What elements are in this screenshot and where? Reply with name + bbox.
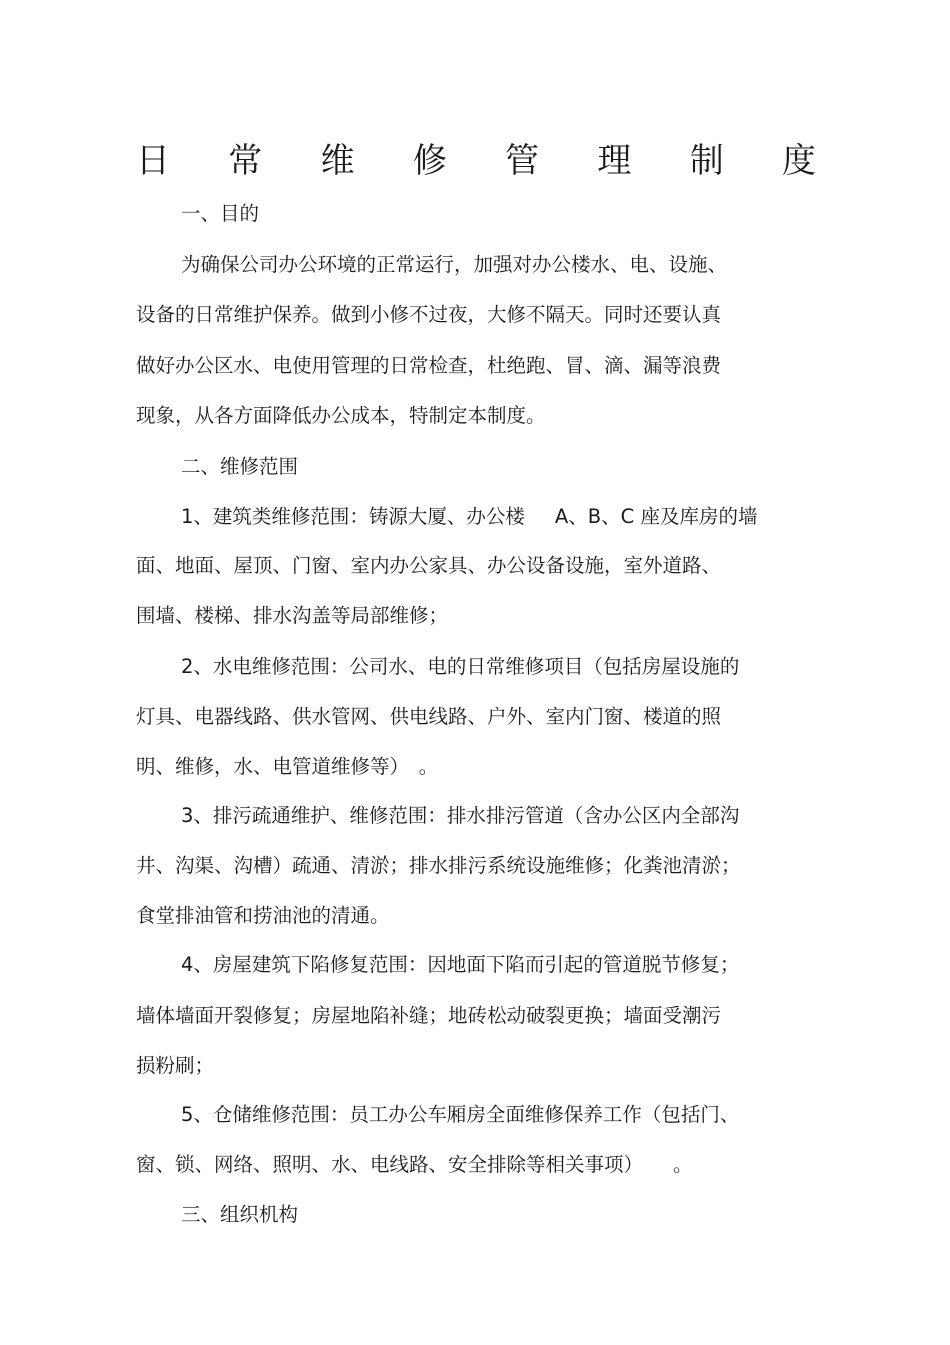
list-item-1-text-a: 1、建筑类维修范围：铸源大厦、办公楼 [181, 505, 525, 528]
list-item-1-text-b: A、B、C 座及库房的墙 [554, 505, 758, 528]
title-char: 度 [781, 140, 816, 181]
title-char: 理 [597, 140, 632, 181]
document-title [136, 132, 816, 182]
title-char: 修 [412, 140, 447, 181]
title-char: 常 [228, 140, 263, 181]
list-item-1-line [181, 504, 757, 530]
title-char: 日 [136, 140, 170, 181]
list-item-2-line: 明、维修，水、电管道维修等） 。 [136, 755, 439, 778]
list-item-4-line: 墙体墙面开裂修复；房屋地陷补缝；地砖松动破裂更换；墙面受潮污 [136, 1004, 722, 1027]
list-item-5-text-b: 。 [673, 1153, 693, 1176]
list-item-3-line: 3、排污疏通维护、维修范围：排水排污管道（含办公区内全部沟 [181, 804, 740, 827]
section-heading-scope: 二、维修范围 [181, 455, 299, 478]
list-item-1-line: 围墙、楼梯、排水沟盖等局部维修； [136, 604, 449, 627]
list-item-1-line: 面、地面、屋顶、门窗、室内办公家具、办公设备设施，室外道路、 [136, 554, 722, 577]
list-item-5-text-a: 窗、锁、网络、照明、水、电线路、安全排除等相关事项） [136, 1153, 644, 1176]
paragraph-line: 为确保公司办公环境的正常运行，加强对办公楼水、电、设施、 [181, 253, 728, 276]
list-item-4-line: 损粉刷； [136, 1054, 215, 1077]
list-item-4-line: 4、房屋建筑下陷修复范围：因地面下陷而引起的管道脱节修复； [181, 953, 740, 976]
list-item-5-line [136, 1152, 693, 1178]
list-item-2-line: 灯具、电器线路、供水管网、供电线路、户外、室内门窗、楼道的照 [136, 705, 722, 728]
list-item-3-line: 井、沟渠、沟槽）疏通、清淤；排水排污系统设施维修；化粪池清淤； [136, 854, 741, 877]
paragraph-line: 设备的日常维护保养。做到小修不过夜，大修不隔天。同时还要认真 [136, 303, 722, 326]
list-item-5-line: 5、仓储维修范围：员工办公车厢房全面维修保养工作（包括门、 [181, 1103, 740, 1126]
title-char: 制 [689, 140, 724, 181]
list-item-2-line: 2、水电维修范围：公司水、电的日常维修项目（包括房屋设施的 [181, 655, 740, 678]
paragraph-line: 做好办公区水、电使用管理的日常检查，杜绝跑、冒、滴、漏等浪费 [136, 354, 722, 377]
section-heading-organization: 三、组织机构 [181, 1203, 299, 1226]
title-char: 维 [320, 140, 355, 181]
list-item-3-line: 食堂排油管和捞油池的清通。 [136, 904, 390, 927]
title-char: 管 [505, 140, 540, 181]
paragraph-line: 现象，从各方面降低办公成本，特制定本制度。 [136, 404, 546, 427]
section-heading-purpose: 一、目的 [181, 202, 260, 225]
